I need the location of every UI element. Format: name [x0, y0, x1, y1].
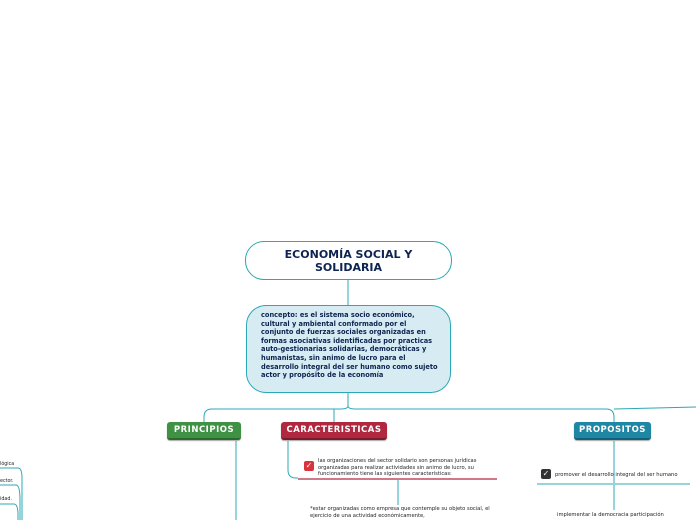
underline-principios-1 — [0, 468, 22, 520]
propositos-leaf-2-text: implementar la democracia participación — [557, 512, 664, 518]
concept-node[interactable] — [246, 305, 451, 393]
caracteristicas-leaf-1[interactable] — [318, 458, 494, 478]
principios-leaf-3-text: idad. — [0, 497, 12, 502]
propositos-leaf-1[interactable] — [555, 472, 695, 479]
principios-leaf-1-text: lógica — [0, 462, 15, 467]
connector-hub-principios — [204, 406, 348, 422]
branch-caracteristicas-label: CARACTERISTICAS — [286, 425, 382, 435]
principios-leaf-2-text: ector. — [0, 479, 14, 484]
propositos-leaf-2[interactable] — [557, 512, 695, 519]
branch-principios[interactable] — [167, 422, 241, 440]
connector-hub-offscreen — [614, 407, 696, 409]
connector-hub-propositos — [348, 406, 614, 422]
principios-leaf-2[interactable] — [0, 479, 13, 485]
underline-principios-3 — [0, 504, 18, 520]
propositos-leaf-1-text: promover el desarrollo integral del ser humano — [555, 472, 678, 478]
branch-propositos-label: PROPOSITOS — [579, 425, 646, 435]
connector-caracteristicas-down — [288, 441, 298, 478]
branch-propositos[interactable] — [574, 422, 651, 440]
caracteristicas-leaf-1-text: las organizaciones del sector solidario son personas jurídicas organizadas para realizar actividades sin animo de lucro, su funcionamiento tiene las siguientes características: — [318, 458, 477, 478]
root-node[interactable] — [245, 241, 452, 280]
caracteristicas-leaf-2-text: *estar organizadas como empresa que contemple su objeto social, el ejercicio de una actividad económicamente, — [310, 506, 490, 519]
check-icon: ✓ — [542, 469, 550, 478]
caracteristicas-leaf-2[interactable] — [310, 506, 500, 519]
concept-text: concepto: es el sistema socio económico, cultural y ambiental conformado por el conjunto de fuerzas sociales organizadas en formas asociativas identificadas por practicas auto-gestionarias solidarias, democráticas y humanistas, sin animo de lucro para el desarrollo integral del ser humano como sujeto actor y propósito de la economía — [261, 311, 438, 380]
root-title: ECONOMÍA SOCIAL Y SOLIDARIA — [284, 247, 413, 274]
branch-caracteristicas[interactable] — [281, 422, 387, 440]
check-icon: ✓ — [305, 461, 313, 470]
principios-leaf-3[interactable] — [0, 497, 12, 503]
branch-principios-label: PRINCIPIOS — [173, 425, 235, 435]
principios-leaf-1[interactable] — [0, 462, 14, 468]
